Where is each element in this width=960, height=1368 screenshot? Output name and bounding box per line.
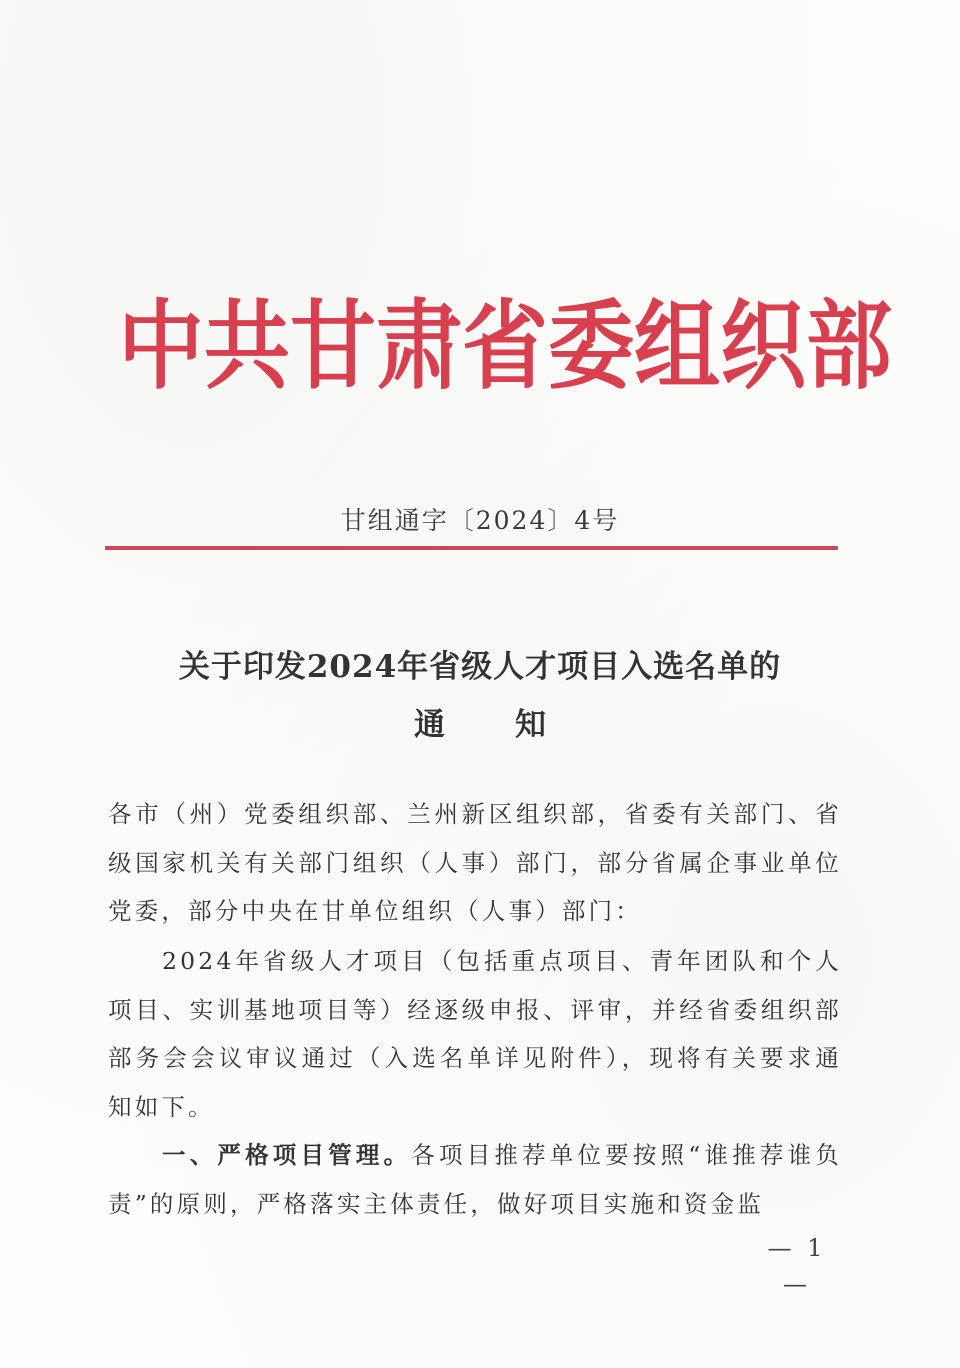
section-text: 各项目推荐单位要按照“谁推荐谁负责”的原则，严格落实主体责任，做好项目实施和资金监 xyxy=(108,1141,842,1218)
body-paragraph: 2024年省级人才项目（包括重点项目、青年团队和个人项目、实训基地项目等）经逐级申报、评审，并经省委组织部部务会会议审议通过（入选名单详见附件），现将有关要求通知如下。 xyxy=(108,947,842,1121)
notice-title-suffix xyxy=(0,703,960,747)
masthead-char: 共 xyxy=(204,291,290,403)
masthead-char: 织 xyxy=(720,291,806,403)
masthead-title xyxy=(118,291,892,403)
masthead-char: 肃 xyxy=(376,291,462,403)
masthead-char: 中 xyxy=(118,291,204,403)
notice-title-char: 知 xyxy=(515,707,546,743)
masthead-char: 甘 xyxy=(290,291,376,403)
notice-title-char: 通 xyxy=(414,707,445,743)
addressee-block: 各市（州）党委组织部、兰州新区组织部，省委有关部门、省级国家机关有关部门组织（人事）部门，部分省属企事业单位党委，部分中央在甘单位组织（人事）部门： xyxy=(108,800,842,926)
notice-title: 关于印发2024年省级人才项目入选名单的 xyxy=(178,649,782,685)
masthead-char: 委 xyxy=(548,291,634,403)
masthead-char: 部 xyxy=(806,291,892,403)
masthead-char: 组 xyxy=(634,291,720,403)
section-heading: 一、严格项目管理。 xyxy=(162,1141,412,1169)
masthead-char: 省 xyxy=(462,291,548,403)
body-paragraph xyxy=(108,1131,842,1228)
red-divider-rule xyxy=(105,546,838,550)
document-number: 甘组通字〔2024〕4号 xyxy=(340,506,620,535)
page-number: — 1 — xyxy=(767,1234,827,1298)
